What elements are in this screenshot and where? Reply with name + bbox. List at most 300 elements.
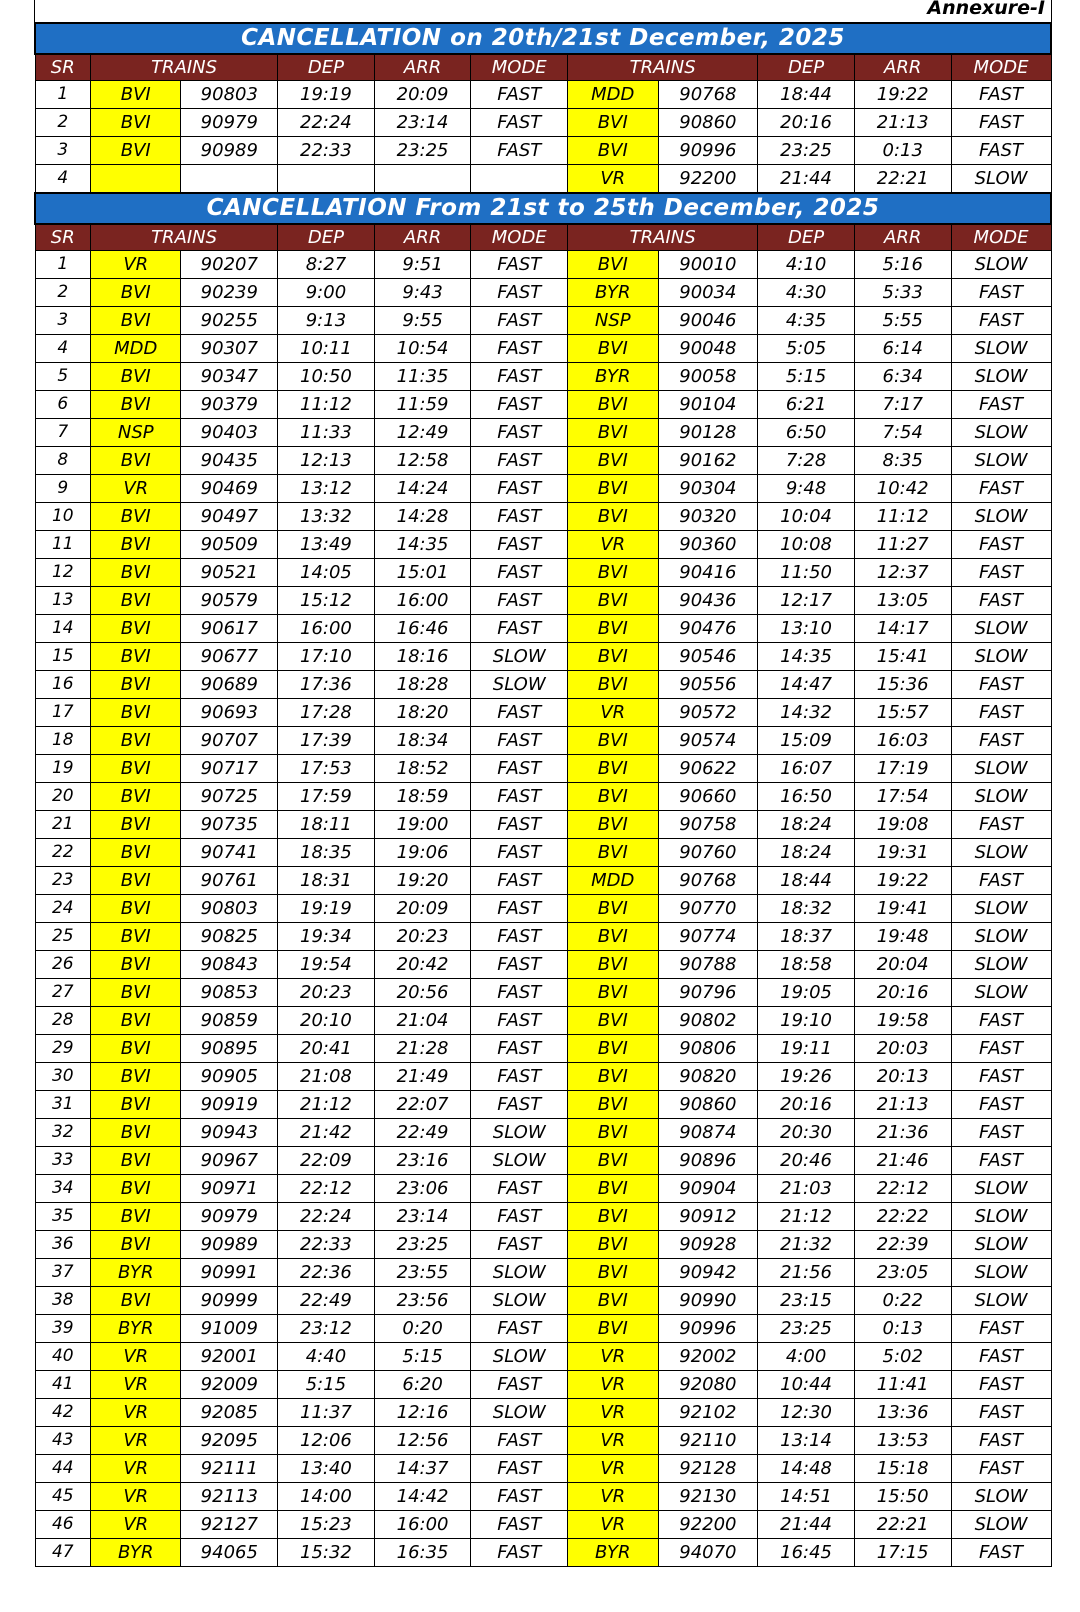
header-trains: TRAINS [91,224,278,251]
cell-dep: 20:46 [758,1147,855,1175]
cell-mode: FAST [471,1063,568,1091]
cell-train-no: 90104 [658,391,758,419]
cell-train-no: 90825 [181,923,278,951]
cell-arr: 19:48 [854,923,951,951]
cell-mode: SLOW [951,1203,1051,1231]
table-row [35,1007,1051,1035]
table-row [35,531,1051,559]
cell-arr: 23:25 [374,1231,471,1259]
cell-arr: 19:41 [854,895,951,923]
header-row [35,224,1051,251]
cell-station: BVI [568,503,658,531]
cell-sr: 27 [35,979,91,1007]
cell-arr: 18:20 [374,699,471,727]
cell-dep: 12:30 [758,1399,855,1427]
cell-mode: FAST [471,867,568,895]
cell-dep: 12:17 [758,587,855,615]
cell-station: BVI [91,1007,181,1035]
table-row [35,391,1051,419]
cell-dep: 23:12 [278,1315,375,1343]
cell-arr: 16:35 [374,1539,471,1567]
cell-mode: FAST [951,279,1051,307]
cell-mode: FAST [951,1343,1051,1371]
cell-dep: 16:50 [758,783,855,811]
cell-arr: 20:42 [374,951,471,979]
cell-dep: 20:16 [758,109,855,137]
cell-sr: 7 [35,419,91,447]
cell-station: BVI [91,699,181,727]
cell-dep: 23:15 [758,1287,855,1315]
cell-arr: 19:00 [374,811,471,839]
cell-station: BVI [568,1119,658,1147]
cell-arr: 16:00 [374,587,471,615]
cell-dep: 17:39 [278,727,375,755]
cell-dep: 15:32 [278,1539,375,1567]
cell-arr: 7:17 [854,391,951,419]
table-row [35,1175,1051,1203]
table-row [35,1427,1051,1455]
table-row [35,1147,1051,1175]
cell-arr: 14:28 [374,503,471,531]
cell-train-no: 90255 [181,307,278,335]
cell-mode: FAST [471,755,568,783]
cell-train-no: 92002 [658,1343,758,1371]
cell-mode: FAST [471,1315,568,1343]
cell-train-no: 92128 [658,1455,758,1483]
cell-station: BVI [568,391,658,419]
cell-station: BVI [91,81,181,109]
cell-arr: 0:13 [854,1315,951,1343]
cell-station: BVI [91,1147,181,1175]
cell-train-no: 92102 [658,1399,758,1427]
cell-arr: 15:41 [854,643,951,671]
cell-mode: FAST [471,1539,568,1567]
section-title-row [35,193,1051,224]
cell-station: BVI [91,755,181,783]
cell-arr: 12:37 [854,559,951,587]
cell-mode: FAST [471,1511,568,1539]
table-row [35,165,1051,194]
cell-mode: FAST [951,531,1051,559]
cell-train-no: 90509 [181,531,278,559]
cell-station: BVI [91,137,181,165]
header-trains: TRAINS [91,54,278,81]
cell-station: MDD [91,335,181,363]
cell-dep: 21:44 [758,1511,855,1539]
table-row [35,1399,1051,1427]
cell-dep: 19:26 [758,1063,855,1091]
cell-mode: FAST [951,587,1051,615]
cell-arr: 17:54 [854,783,951,811]
cell-train-no: 90693 [181,699,278,727]
cell-train-no: 90058 [658,363,758,391]
cell-arr: 17:19 [854,755,951,783]
cell-train-no: 92001 [181,1343,278,1371]
cell-mode: FAST [951,1399,1051,1427]
cell-dep: 10:11 [278,335,375,363]
cell-station: BVI [568,811,658,839]
cell-dep: 10:04 [758,503,855,531]
cell-dep: 17:53 [278,755,375,783]
cell-dep: 23:25 [758,137,855,165]
cell-mode: SLOW [951,419,1051,447]
cell-sr: 24 [35,895,91,923]
cell-train-no: 90843 [181,951,278,979]
cell-dep: 18:24 [758,811,855,839]
cell-train-no: 92080 [658,1371,758,1399]
cell-arr: 11:59 [374,391,471,419]
cell-mode: FAST [471,307,568,335]
cell-station: BVI [568,1315,658,1343]
cell-arr: 23:56 [374,1287,471,1315]
cell-train-no: 90497 [181,503,278,531]
cell-dep: 22:09 [278,1147,375,1175]
cell-station: BVI [568,755,658,783]
cell-arr: 18:16 [374,643,471,671]
cell-station: BVI [568,447,658,475]
cell-arr: 5:16 [854,251,951,279]
cell-mode: FAST [951,699,1051,727]
cell-dep: 19:34 [278,923,375,951]
cell-dep: 21:56 [758,1259,855,1287]
cell-station: BVI [91,447,181,475]
cell-arr: 19:22 [854,81,951,109]
cell-mode: SLOW [951,755,1051,783]
cell-dep: 21:08 [278,1063,375,1091]
cell-station: BVI [91,1287,181,1315]
cell-arr: 0:13 [854,137,951,165]
cell-station: VR [568,1371,658,1399]
cell-dep: 13:14 [758,1427,855,1455]
cell-dep: 19:54 [278,951,375,979]
cell-sr: 32 [35,1119,91,1147]
cell-train-no: 90574 [658,727,758,755]
cell-station: BVI [91,895,181,923]
cell-sr: 19 [35,755,91,783]
cell-arr: 19:58 [854,1007,951,1035]
cell-station: BVI [91,559,181,587]
cell-train-no: 92085 [181,1399,278,1427]
cell-station: VR [568,1483,658,1511]
cell-arr: 18:59 [374,783,471,811]
cell-arr: 21:49 [374,1063,471,1091]
cell-sr: 44 [35,1455,91,1483]
cell-arr: 15:50 [854,1483,951,1511]
cell-mode: FAST [951,727,1051,755]
cell-train-no: 90859 [181,1007,278,1035]
cell-train-no: 92110 [658,1427,758,1455]
cell-mode: SLOW [951,1287,1051,1315]
cell-train-no: 90469 [181,475,278,503]
header-arr: ARR [374,54,471,81]
cell-arr: 23:14 [374,109,471,137]
cell-station: BVI [568,1175,658,1203]
table-row [35,81,1051,109]
cell-arr: 9:51 [374,251,471,279]
cell-train-no: 90803 [181,895,278,923]
cell-sr: 9 [35,475,91,503]
cell-dep: 11:37 [278,1399,375,1427]
cell-dep: 7:28 [758,447,855,475]
cell-station: VR [568,1399,658,1427]
cell-dep: 20:30 [758,1119,855,1147]
cell-sr: 2 [35,109,91,137]
table-row [35,1511,1051,1539]
cell-train-no: 90416 [658,559,758,587]
cell-dep: 16:07 [758,755,855,783]
cell-station: BVI [568,895,658,923]
cell-mode: FAST [951,1147,1051,1175]
cell-station: BVI [91,1063,181,1091]
cell-train-no: 92200 [658,165,758,194]
cell-station: BVI [568,1259,658,1287]
cell-train-no: 92200 [658,1511,758,1539]
cell-mode: FAST [951,1035,1051,1063]
cell-dep: 18:37 [758,923,855,951]
cell-dep: 16:00 [278,615,375,643]
cell-station: VR [91,251,181,279]
cell-mode: FAST [471,1483,568,1511]
cell-dep: 18:44 [758,867,855,895]
cell-station: VR [568,1427,658,1455]
cell-station: BVI [91,979,181,1007]
cell-sr: 17 [35,699,91,727]
cell-arr: 19:31 [854,839,951,867]
cell-dep: 15:23 [278,1511,375,1539]
cell-dep: 23:25 [758,1315,855,1343]
cell-train-no: 90989 [181,137,278,165]
cell-dep: 21:44 [758,165,855,194]
cell-arr: 20:13 [854,1063,951,1091]
cell-mode: FAST [951,1063,1051,1091]
cell-dep: 17:59 [278,783,375,811]
cell-station: BVI [91,643,181,671]
cell-train-no: 92113 [181,1483,278,1511]
cell-dep: 10:08 [758,531,855,559]
cell-arr: 15:36 [854,671,951,699]
cell-train-no: 90304 [658,475,758,503]
cell-train-no: 90476 [658,615,758,643]
table-row [35,615,1051,643]
cell-dep: 4:10 [758,251,855,279]
cell-arr: 12:49 [374,419,471,447]
cell-arr: 22:22 [854,1203,951,1231]
cell-train-no: 90990 [658,1287,758,1315]
cell-dep: 18:35 [278,839,375,867]
cell-sr: 41 [35,1371,91,1399]
cell-arr: 11:27 [854,531,951,559]
cell-station: BVI [568,137,658,165]
cell-train-no: 90741 [181,839,278,867]
cell-train-no: 90967 [181,1147,278,1175]
cell-mode: FAST [471,1455,568,1483]
cell-mode: FAST [471,363,568,391]
cell-mode: FAST [951,1119,1051,1147]
cell-station: BVI [91,671,181,699]
cell-dep: 10:50 [278,363,375,391]
cell-arr: 12:56 [374,1427,471,1455]
cell-arr: 20:56 [374,979,471,1007]
cell-dep: 21:12 [758,1203,855,1231]
cell-arr: 18:28 [374,671,471,699]
cell-station: VR [568,1343,658,1371]
table-row [35,109,1051,137]
cell-sr: 3 [35,307,91,335]
cell-train-no: 90622 [658,755,758,783]
cell-station: BVI [91,1175,181,1203]
cell-arr: 20:09 [374,895,471,923]
cell-arr: 11:35 [374,363,471,391]
cell-dep: 13:32 [278,503,375,531]
section-title: CANCELLATION on 20th/21st December, 2025 [35,23,1051,54]
cell-sr: 39 [35,1315,91,1343]
table-row [35,1455,1051,1483]
cell-sr: 21 [35,811,91,839]
cell-sr: 12 [35,559,91,587]
cell-sr: 25 [35,923,91,951]
cell-station: BVI [568,783,658,811]
cell-station: BYR [91,1259,181,1287]
table-row [35,839,1051,867]
cell-mode: FAST [471,559,568,587]
cell-dep: 15:09 [758,727,855,755]
cell-station: BVI [568,979,658,1007]
cell-mode: SLOW [951,165,1051,194]
cell-station: BVI [91,867,181,895]
cell-mode: FAST [471,1035,568,1063]
cell-train-no: 90048 [658,335,758,363]
cell-sr: 20 [35,783,91,811]
table-row [35,979,1051,1007]
cell-station: BVI [568,419,658,447]
cell-arr: 7:54 [854,419,951,447]
cell-dep: 11:50 [758,559,855,587]
cell-train-no: 90725 [181,783,278,811]
table-row [35,1539,1051,1567]
cell-station: BVI [91,951,181,979]
cell-mode: FAST [471,251,568,279]
cell-dep: 22:33 [278,137,375,165]
table-row [35,475,1051,503]
cell-mode: SLOW [951,1483,1051,1511]
cell-mode: FAST [951,475,1051,503]
cell-station: VR [568,1511,658,1539]
cell-mode: FAST [471,1007,568,1035]
cell-station: MDD [568,81,658,109]
cell-sr: 30 [35,1063,91,1091]
table-row [35,1091,1051,1119]
cell-train-no: 90546 [658,643,758,671]
cell-train-no: 90707 [181,727,278,755]
cell-mode: FAST [951,559,1051,587]
cell-train-no: 90912 [658,1203,758,1231]
cell-train-no: 90802 [658,1007,758,1035]
cell-train-no: 90758 [658,811,758,839]
cell-sr: 1 [35,251,91,279]
cell-arr: 21:13 [854,109,951,137]
cell-station: BVI [91,391,181,419]
cell-train-no: 90874 [658,1119,758,1147]
cell-sr: 10 [35,503,91,531]
cell-station: BVI [568,615,658,643]
cell-train-no: 90046 [658,307,758,335]
table-row [35,1231,1051,1259]
cell-dep: 18:24 [758,839,855,867]
cell-sr: 31 [35,1091,91,1119]
cell-sr: 45 [35,1483,91,1511]
cell-dep: 13:12 [278,475,375,503]
header-mode: MODE [951,54,1051,81]
cell-train-no: 90010 [658,251,758,279]
cell-dep: 15:12 [278,587,375,615]
cell-arr: 23:06 [374,1175,471,1203]
table-row [35,1119,1051,1147]
cell-arr: 13:36 [854,1399,951,1427]
cell-arr: 22:21 [854,165,951,194]
cell-sr: 22 [35,839,91,867]
cell-mode: FAST [951,307,1051,335]
cell-train-no: 90128 [658,419,758,447]
cell-dep: 21:03 [758,1175,855,1203]
cell-station: BVI [91,1091,181,1119]
cell-sr: 26 [35,951,91,979]
cell-train-no: 90928 [658,1231,758,1259]
header-arr: ARR [854,224,951,251]
cell-train-no: 90207 [181,251,278,279]
cell-train-no: 90521 [181,559,278,587]
section-title: CANCELLATION From 21st to 25th December, 2025 [35,193,1051,224]
table-row [35,699,1051,727]
cell-arr: 23:25 [374,137,471,165]
cell-mode: FAST [951,1371,1051,1399]
cell-dep: 22:24 [278,1203,375,1231]
cell-arr: 20:03 [854,1035,951,1063]
cell-arr: 20:23 [374,923,471,951]
cell-train-no: 92009 [181,1371,278,1399]
cell-mode: FAST [951,137,1051,165]
cell-mode: FAST [471,1175,568,1203]
cell-sr: 42 [35,1399,91,1427]
cell-dep: 20:41 [278,1035,375,1063]
cell-mode: SLOW [471,643,568,671]
cell-dep: 20:16 [758,1091,855,1119]
cell-mode: FAST [951,81,1051,109]
cell-train-no: 90770 [658,895,758,923]
table-row [35,335,1051,363]
table-row [35,643,1051,671]
cell-station: BVI [568,559,658,587]
cell-dep: 8:27 [278,251,375,279]
cell-dep: 20:10 [278,1007,375,1035]
cell-train-no: 90788 [658,951,758,979]
cell-mode: FAST [471,1371,568,1399]
cell-mode: SLOW [471,1259,568,1287]
header-row [35,54,1051,81]
header-dep: DEP [278,224,375,251]
cell-station [91,165,181,194]
cell-arr: 13:05 [854,587,951,615]
cell-arr: 21:46 [854,1147,951,1175]
cell-train-no: 90162 [658,447,758,475]
cell-train-no: 90403 [181,419,278,447]
cell-dep: 4:30 [758,279,855,307]
cell-train-no: 90820 [658,1063,758,1091]
cell-dep: 9:00 [278,279,375,307]
cell-station: VR [568,531,658,559]
cell-dep: 18:31 [278,867,375,895]
cell-arr: 11:41 [854,1371,951,1399]
cell-arr: 5:02 [854,1343,951,1371]
